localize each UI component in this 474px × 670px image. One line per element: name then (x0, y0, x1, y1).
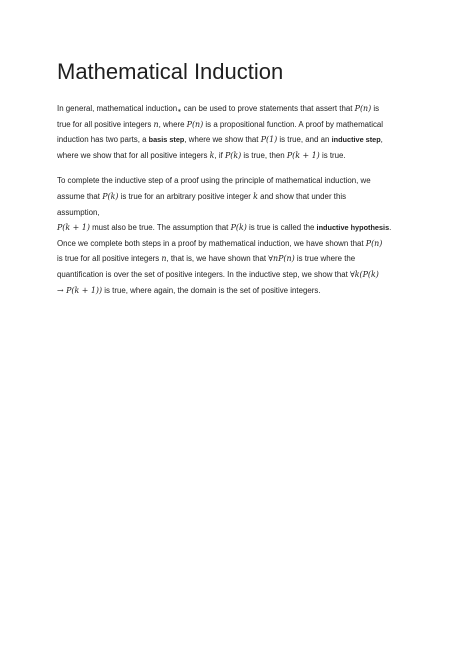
text-span: assume that (57, 191, 103, 201)
text-span: Once we complete both steps in a proof by mathematical induction, we have shown that (57, 238, 366, 248)
basis-step-term: basis step (148, 135, 185, 145)
paragraph-2-line-1: To complete the inductive step of a proof using the principle of mathematical induction, we (57, 176, 371, 186)
paragraph-2-line-6 (57, 251, 422, 267)
inductive-hypothesis-term: inductive hypothesis (316, 223, 390, 233)
text-span: , if (214, 150, 225, 160)
math-expression: P(n) (186, 119, 204, 129)
math-expression: P(k) (230, 223, 247, 233)
text-span: is a propositional function. A proof by mathematical (203, 119, 384, 129)
text-span: In general, mathematical induction (57, 104, 178, 113)
math-expression: → P(k + 1)) (57, 285, 103, 295)
paragraph-2-line-3: assumption, (57, 207, 100, 217)
math-expression: P(n) (365, 238, 383, 248)
math-expression: P(k + 1) (286, 150, 320, 160)
math-expression: ∀nP(n) (268, 254, 295, 264)
math-expression: P(k + 1) (57, 223, 90, 233)
math-expression: P(1) (260, 135, 278, 145)
math-expression: P(k) (102, 191, 119, 201)
paragraph-2-line-8 (57, 283, 422, 299)
text-span: is true where the (294, 254, 356, 264)
text-span: true for all positive integers (57, 119, 154, 129)
text-span: is true for all positive integers (57, 254, 162, 264)
paragraph-1-line-4 (57, 148, 422, 164)
inductive-step-term: inductive step (331, 135, 381, 145)
math-expression: n (153, 119, 159, 129)
text-span: , where we show that (184, 135, 261, 145)
math-expression: k (253, 191, 258, 201)
text-span: is (371, 104, 380, 113)
footnote-marker: ∗ (177, 108, 182, 114)
paragraph-2-line-7 (57, 267, 422, 283)
math-expression: P(n) (354, 104, 372, 113)
math-expression: n (161, 254, 167, 264)
paragraph-2 (57, 173, 422, 298)
text-span: , (380, 135, 383, 145)
text-span: , where (158, 119, 187, 129)
text-span: is true, then (241, 150, 287, 160)
text-span: can be used to prove statements that assert that (181, 104, 355, 113)
text-span: must also be true. The assumption that (89, 223, 231, 233)
paragraph-2-line-4 (57, 220, 422, 236)
paragraph-1 (57, 101, 422, 163)
paragraph-2-line-2 (57, 189, 422, 205)
text-span: is true. (319, 150, 346, 160)
document-body (57, 101, 422, 298)
math-expression: ∀k(P(k) (350, 269, 379, 279)
math-expression: P(k) (224, 150, 242, 160)
paragraph-1-line-3 (57, 132, 422, 148)
paragraph-2-line-5 (57, 236, 422, 252)
page-title: Mathematical Induction (57, 59, 284, 84)
text-span: where we show that for all positive integers (57, 150, 210, 160)
text-span: . (389, 223, 392, 233)
text-span: is true for an arbitrary positive integer (118, 191, 254, 201)
paragraph-spacer (57, 163, 422, 173)
paragraph-1-line-1 (57, 101, 422, 117)
paragraph-1-line-2 (57, 117, 422, 133)
text-span: is true is called the (246, 223, 317, 233)
text-span: , that is, we have shown that (166, 254, 269, 264)
math-expression: k (209, 150, 215, 160)
text-span: is true, where again, the domain is the set of positive integers. (102, 285, 321, 295)
text-span: is true, and an (277, 135, 332, 145)
text-span: and show that under this (257, 191, 347, 201)
text-span: quantification is over the set of positive integers. In the inductive step, we show that (57, 269, 350, 279)
text-span: induction has two parts, a (57, 135, 149, 145)
